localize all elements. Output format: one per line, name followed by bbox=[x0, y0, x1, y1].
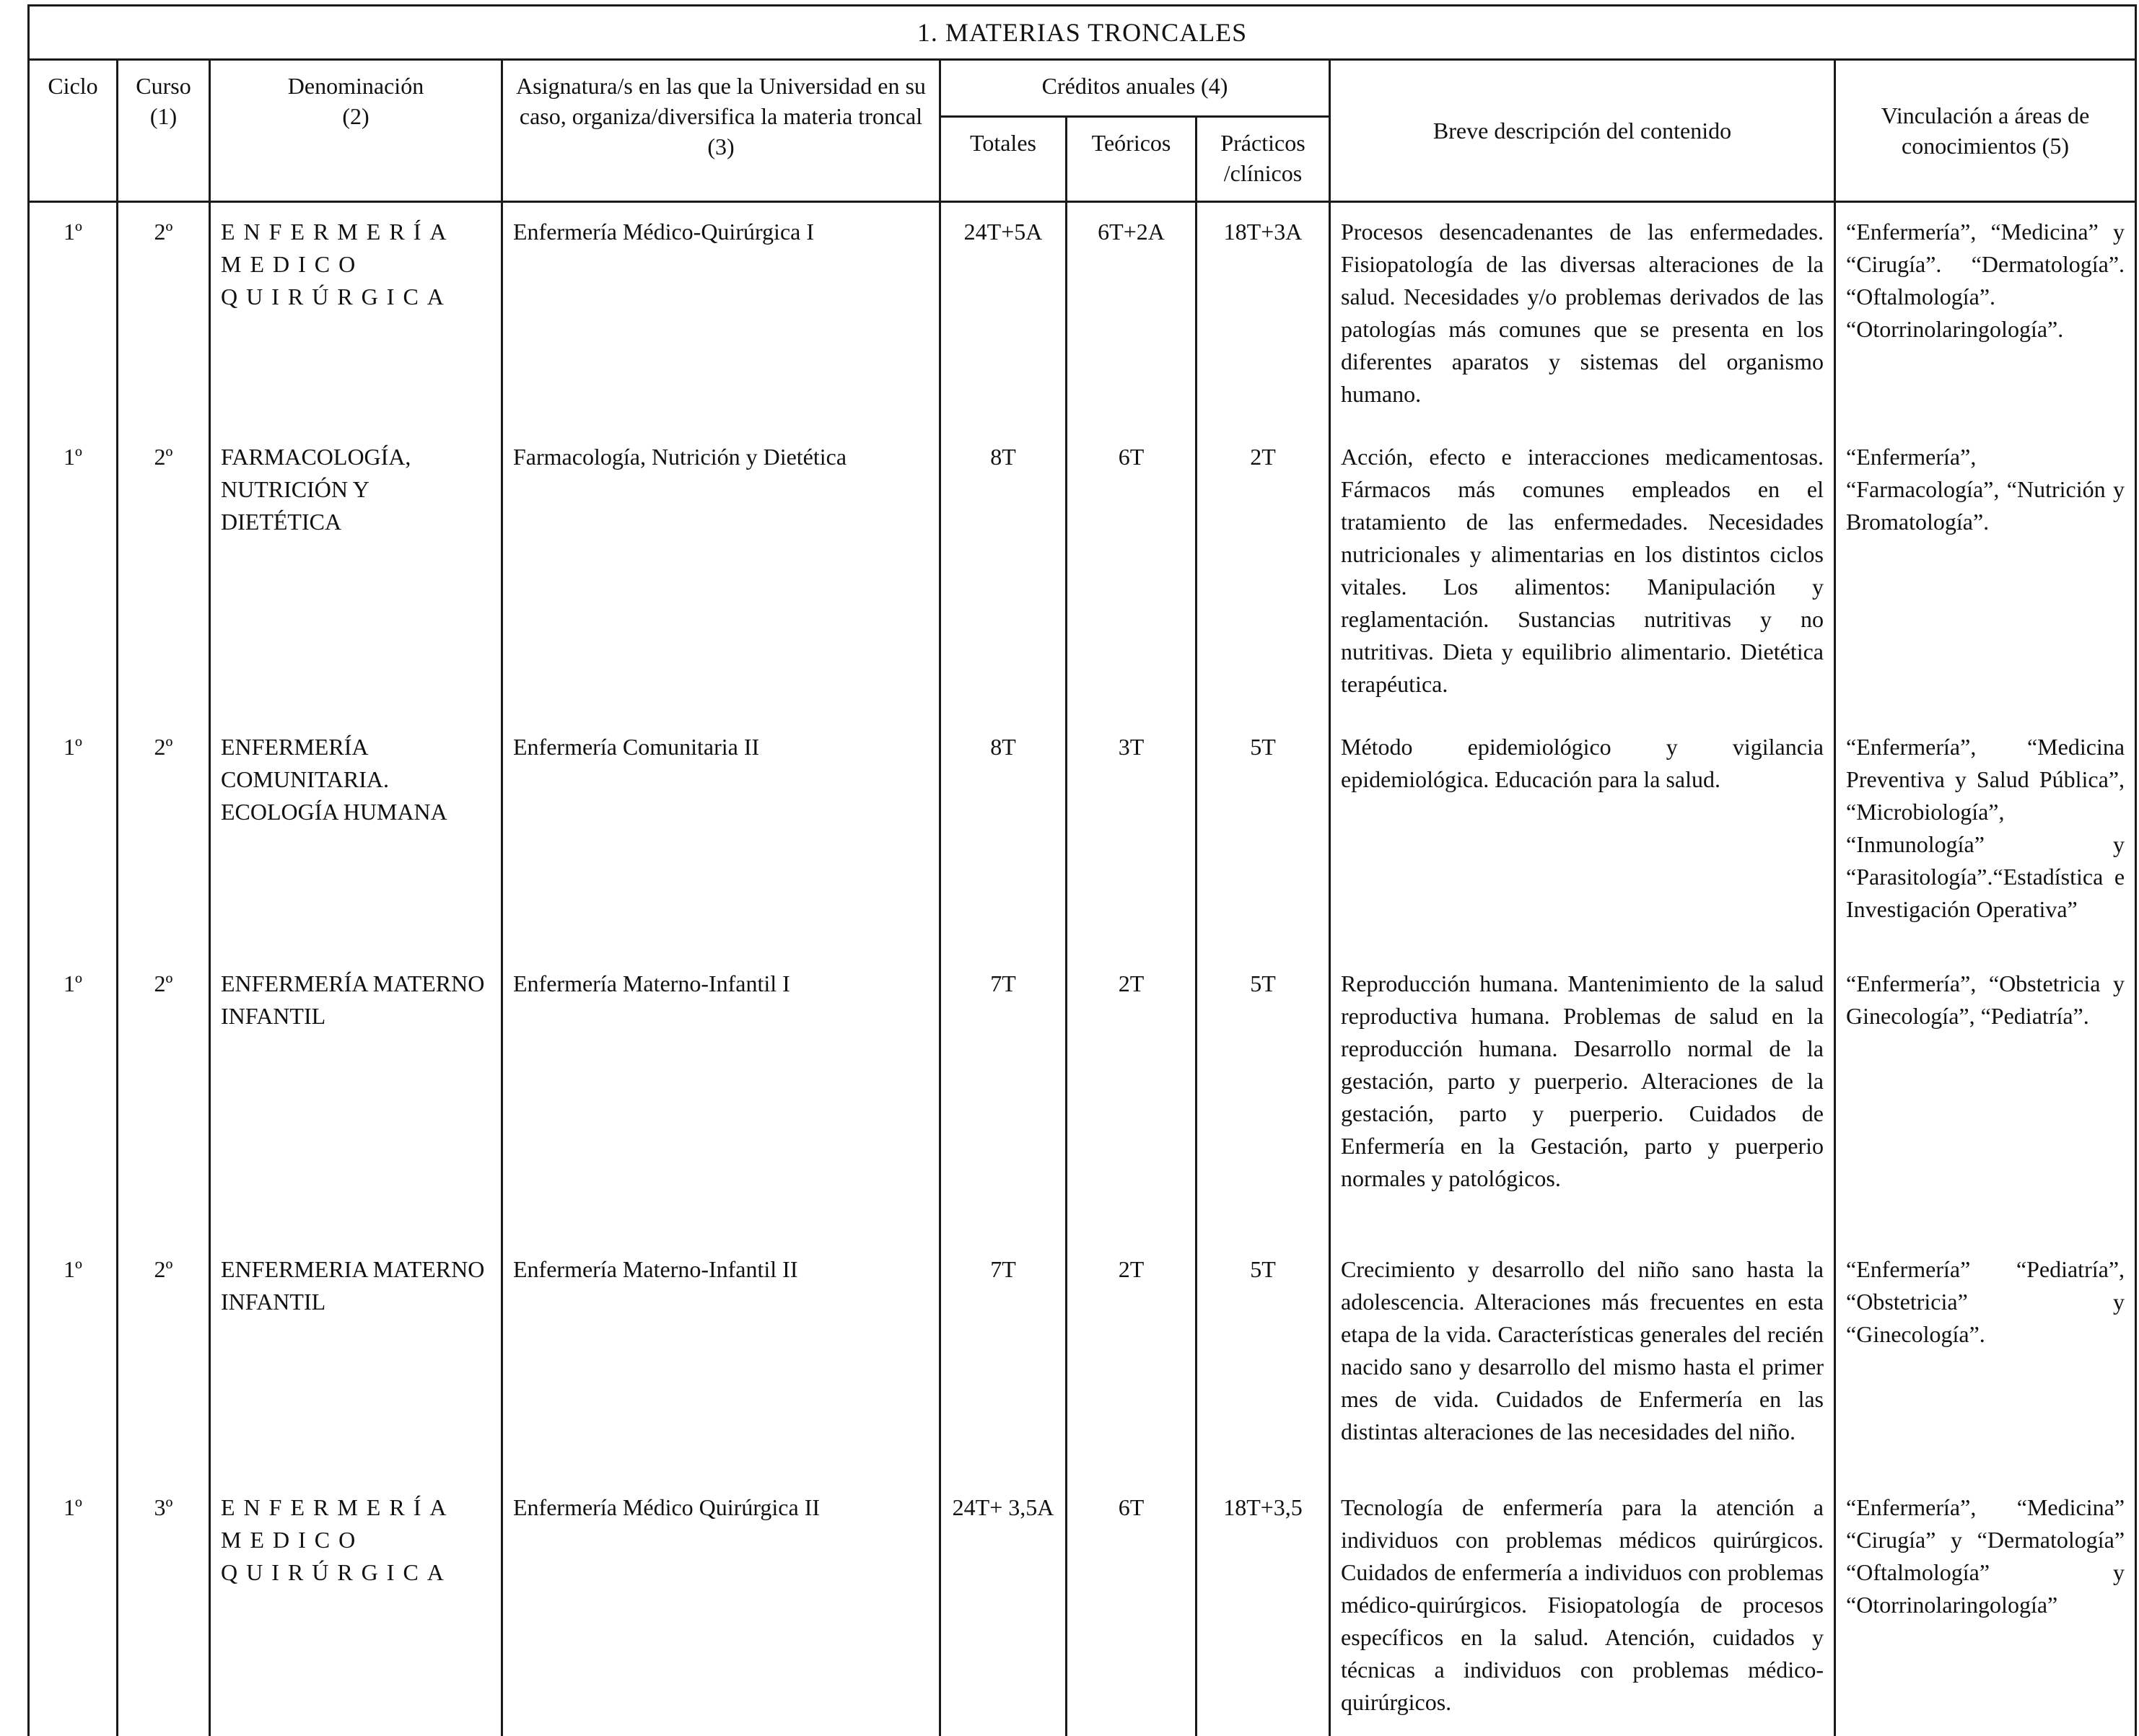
cell-descripcion: Reproducción humana. Mantenimiento de la salud reproductiva humana. Problemas de salud en la reproducción humana. Desarrollo normal de la gestación, parto y puerperio. Alteraciones de la gestación, parto y puerperio. Cuidados de Enfermería en la Gestación, parto y puerperio normales y patológicos. bbox=[1330, 955, 1835, 1240]
cell-asignatura: Enfermería Comunitaria II bbox=[502, 718, 940, 955]
table-row bbox=[29, 428, 2136, 718]
header-creditos: Créditos anuales (4) bbox=[940, 60, 1330, 117]
cell-denominacion: ENFERMERÍA MEDICO QUIRÚRGICA bbox=[210, 1478, 502, 1736]
header-practicos: Prácticos /clínicos bbox=[1197, 117, 1330, 202]
cell-teoricos: 3T bbox=[1067, 718, 1197, 955]
cell-totales: 8T bbox=[940, 428, 1067, 718]
cell-curso: 2º bbox=[118, 202, 210, 429]
cell-curso: 2º bbox=[118, 428, 210, 718]
cell-practicos: 18T+3A bbox=[1197, 202, 1330, 429]
cell-vinculacion: “Enfermería”, “Obstetricia y Ginecología”, “Pediatría”. bbox=[1835, 955, 2136, 1240]
cell-asignatura: Enfermería Materno-Infantil II bbox=[502, 1240, 940, 1478]
cell-vinculacion: “Enfermería”, “Medicina Preventiva y Salud Pública”, “Microbiología”, “Inmunología” y “Parasitología”.“Estadística e Investigación Operativa” bbox=[1835, 718, 2136, 955]
cell-denominacion: ENFERMERÍA MATERNO INFANTIL bbox=[210, 955, 502, 1240]
cell-ciclo: 1º bbox=[29, 1478, 118, 1736]
cell-denominacion: FARMACOLOGÍA, NUTRICIÓN Y DIETÉTICA bbox=[210, 428, 502, 718]
cell-practicos: 2T bbox=[1197, 428, 1330, 718]
cell-totales: 24T+ 3,5A bbox=[940, 1478, 1067, 1736]
header-asignatura: Asignatura/s en las que la Universidad en su caso, organiza/diversifica la materia troncal (3) bbox=[502, 60, 940, 202]
cell-teoricos: 6T bbox=[1067, 1478, 1197, 1736]
cell-ciclo: 1º bbox=[29, 1240, 118, 1478]
cell-vinculacion: “Enfermería”, “Medicina” “Cirugía” y “Dermatología” “Oftalmología” y “Otorrinolaringología” bbox=[1835, 1478, 2136, 1736]
cell-vinculacion: “Enfermería” “Pediatría”, “Obstetricia” y “Ginecología”. bbox=[1835, 1240, 2136, 1478]
cell-descripcion: Crecimiento y desarrollo del niño sano hasta la adolescencia. Alteraciones más frecuentes en esta etapa de la vida. Características generales del recién nacido sano y desarrollo del mismo hasta el primer mes de vida. Cuidados de Enfermería en las distintas alteraciones de las necesidades del niño. bbox=[1330, 1240, 1835, 1478]
cell-curso: 2º bbox=[118, 718, 210, 955]
cell-ciclo: 1º bbox=[29, 202, 118, 429]
cell-vinculacion: “Enfermería”, “Medicina” y “Cirugía”. “Dermatología”. “Oftalmología”. “Otorrinolaringología”. bbox=[1835, 202, 2136, 429]
table-title: 1. MATERIAS TRONCALES bbox=[29, 6, 2136, 60]
cell-totales: 7T bbox=[940, 955, 1067, 1240]
header-denominacion: Denominación (2) bbox=[210, 60, 502, 202]
cell-vinculacion: “Enfermería”, “Farmacología”, “Nutrición y Bromatología”. bbox=[1835, 428, 2136, 718]
table-row bbox=[29, 202, 2136, 429]
cell-asignatura: Enfermería Materno-Infantil I bbox=[502, 955, 940, 1240]
table-row bbox=[29, 1240, 2136, 1478]
table-row bbox=[29, 718, 2136, 955]
cell-descripcion: Tecnología de enfermería para la atención a individuos con problemas médicos quirúrgicos. Cuidados de enfermería a individuos con problemas médico-quirúrgicos. Fisiopatología de procesos específicos en la salud. Atención, cuidados y técnicas a individuos con problemas médico-quirúrgicos. bbox=[1330, 1478, 1835, 1736]
cell-practicos: 5T bbox=[1197, 1240, 1330, 1478]
document-page bbox=[27, 4, 2135, 1736]
cell-totales: 24T+5A bbox=[940, 202, 1067, 429]
cell-teoricos: 2T bbox=[1067, 1240, 1197, 1478]
cell-curso: 3º bbox=[118, 1478, 210, 1736]
cell-ciclo: 1º bbox=[29, 955, 118, 1240]
header-ciclo: Ciclo bbox=[29, 60, 118, 202]
cell-teoricos: 6T+2A bbox=[1067, 202, 1197, 429]
header-teoricos: Teóricos bbox=[1067, 117, 1197, 202]
cell-teoricos: 6T bbox=[1067, 428, 1197, 718]
cell-asignatura: Enfermería Médico-Quirúrgica I bbox=[502, 202, 940, 429]
cell-practicos: 5T bbox=[1197, 718, 1330, 955]
table-row bbox=[29, 955, 2136, 1240]
header-row bbox=[29, 60, 2136, 117]
cell-descripcion: Procesos desencadenantes de las enfermedades. Fisiopatología de las diversas alteraciones de la salud. Necesidades y/o problemas derivados de las patologías más comunes que se presenta en los diferentes aparatos y sistemas del organismo humano. bbox=[1330, 202, 1835, 429]
cell-denominacion: ENFERMERÍA MEDICO QUIRÚRGICA bbox=[210, 202, 502, 429]
header-vinculacion: Vinculación a áreas de conocimientos (5) bbox=[1835, 60, 2136, 202]
cell-descripcion: Acción, efecto e interacciones medicamentosas. Fármacos más comunes empleados en el tratamiento de las enfermedades. Necesidades nutricionales y alimentarias en los distintos ciclos vitales. Los alimentos: Manipulación y reglamentación. Sustancias nutritivas y no nutritivas. Dieta y equilibrio alimentario. Dietética terapéutica. bbox=[1330, 428, 1835, 718]
cell-curso: 2º bbox=[118, 955, 210, 1240]
cell-asignatura: Farmacología, Nutrición y Dietética bbox=[502, 428, 940, 718]
cell-descripcion: Método epidemiológico y vigilancia epidemiológica. Educación para la salud. bbox=[1330, 718, 1835, 955]
cell-denominacion: ENFERMERÍA COMUNITARIA. ECOLOGÍA HUMANA bbox=[210, 718, 502, 955]
materias-troncales-table bbox=[27, 4, 2137, 1736]
cell-practicos: 5T bbox=[1197, 955, 1330, 1240]
header-curso: Curso (1) bbox=[118, 60, 210, 202]
cell-curso: 2º bbox=[118, 1240, 210, 1478]
cell-teoricos: 2T bbox=[1067, 955, 1197, 1240]
cell-totales: 7T bbox=[940, 1240, 1067, 1478]
cell-ciclo: 1º bbox=[29, 718, 118, 955]
cell-totales: 8T bbox=[940, 718, 1067, 955]
cell-ciclo: 1º bbox=[29, 428, 118, 718]
table-row bbox=[29, 1478, 2136, 1736]
cell-practicos: 18T+3,5 bbox=[1197, 1478, 1330, 1736]
cell-denominacion: ENFERMERIA MATERNO INFANTIL bbox=[210, 1240, 502, 1478]
header-descripcion: Breve descripción del contenido bbox=[1330, 60, 1835, 202]
cell-asignatura: Enfermería Médico Quirúrgica II bbox=[502, 1478, 940, 1736]
header-totales: Totales bbox=[940, 117, 1067, 202]
